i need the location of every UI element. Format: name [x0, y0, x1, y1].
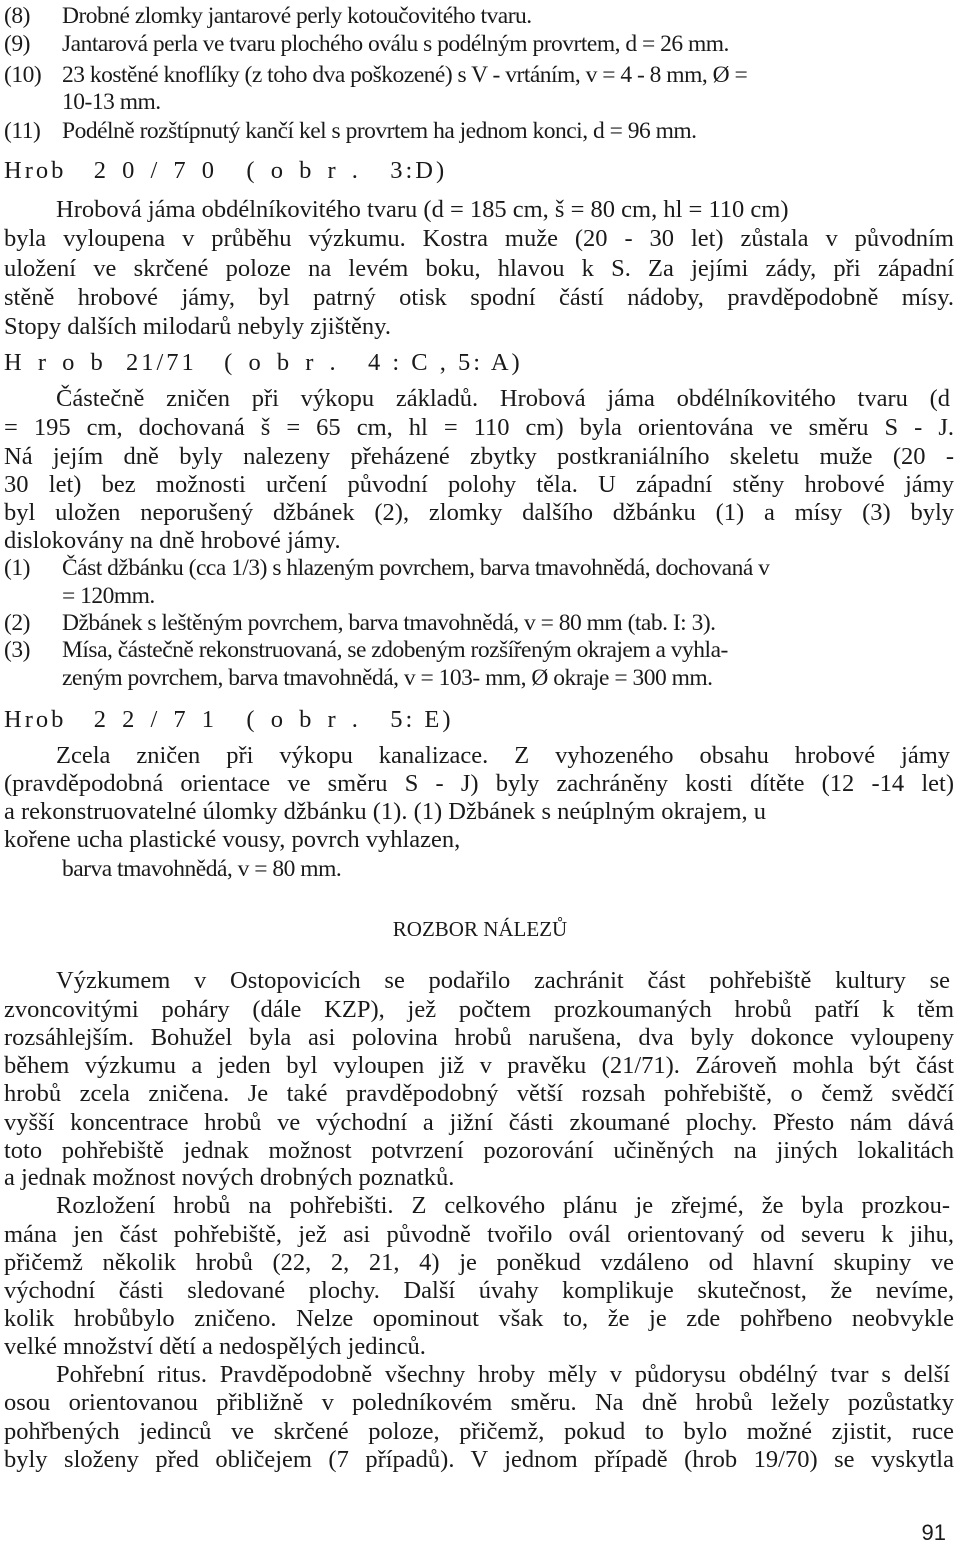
item-text: Část džbánku (cca 1/3) s hlazeným povrchem, barva tmavohnědá, dochovaná v — [62, 555, 770, 581]
paragraph-line: kolik hrobůbylo zničeno. Nelze opominout však to, že je zde pohřbeno neobvykle — [4, 1305, 954, 1332]
paragraph-line: barva tmavohnědá, v = 80 mm. — [62, 856, 342, 882]
paragraph-line: rozsáhlejším. Bohužel byla asi polovina hrobů narušena, dva byly dokonce vyloupeny — [4, 1024, 954, 1051]
paragraph-line: Ná jejím dně byly nalezeny přeházené zbytky postkraniálního skeletu muže (20 - — [4, 443, 954, 470]
heading-number: 2 2 / 7 1 — [93, 706, 220, 733]
list-item — [4, 28, 954, 60]
paragraph-line: pohřbených jedinců ve skrčené poloze, přičemž, pokud to bylo možné zjistit, ruce — [4, 1418, 954, 1445]
heading-ref-value: 3:D) — [390, 157, 448, 184]
paragraph-line: osou orientovanou přibližně v poledníkovém směru. Na dně hrobů ležely pozůstatky — [4, 1389, 954, 1416]
item-text: Podélně rozštípnutý kančí kel s provrtem ha jednom konci, d = 96 mm. — [62, 118, 697, 144]
paragraph-line: Zcela zničen při výkopu kanalizace. Z vyhozeného obsahu hrobové jámy — [56, 742, 950, 769]
paragraph-line: zvoncovitými poháry (dále KZP), jež počtem prozkoumaných hrobů patří k těm — [4, 996, 954, 1023]
heading-word: H r o b — [4, 349, 108, 376]
paragraph-line: a rekonstruovatelné úlomky džbánku (1). (1) Džbánek s neúplným okrajem, u — [4, 798, 767, 825]
heading-number: 21/71 — [125, 349, 197, 376]
paragraph-line: 30 let) bez možnosti určení původní polohy těla. U západní stěny hrobové jámy — [4, 471, 954, 498]
item-text: Džbánek s leštěným povrchem, barva tmavohnědá, v = 80 mm (tab. I: 3). — [62, 610, 716, 636]
paragraph-line: Stopy dalších milodarů nebyly zjištěny. — [4, 313, 391, 340]
list-item — [4, 86, 954, 118]
item-text: = 120mm. — [62, 583, 155, 609]
item-text: 23 kostěné knoflíky (z toho dva poškozené) s V - vrtáním, v = 4 - 8 mm, Ø = — [62, 62, 748, 88]
paragraph-line: Rozložení hrobů na pohřebišti. Z celkového plánu je zřejmé, že byla prozkou- — [56, 1192, 950, 1219]
item-number: (9) — [4, 31, 30, 57]
paragraph-line: východní části sledované plochy. Další úvahy komplikuje skutečnost, že nevíme, — [4, 1277, 954, 1304]
item-number: (10) — [4, 62, 42, 88]
item-text: Drobné zlomky jantarové perly kotoučovitého tvaru. — [62, 3, 532, 29]
heading-word: Hrob — [4, 157, 67, 184]
paragraph-line: přičemž několik hrobů (22, 2, 21, 4) je poněkud vzdáleno od hlavní skupiny ve — [4, 1249, 954, 1276]
heading-ref: ( o b r . — [246, 706, 363, 733]
item-number: (3) — [4, 637, 30, 663]
paragraph-line: kořene ucha plastické vousy, povrch vyhlazen, — [4, 826, 461, 853]
paragraph-line: = 195 cm, dochovaná š = 65 cm, hl = 110 cm) byla orientována ve směru S - J. — [4, 414, 954, 441]
item-text: zeným povrchem, barva tmavohnědá, v = 103- mm, Ø okraje = 300 mm. — [62, 665, 713, 691]
paragraph-line: velké množství dětí a nedospělých jedinců. — [4, 1333, 426, 1360]
heading-ref-value: 4 : C , 5: A) — [368, 349, 523, 376]
paragraph-line: byla vyloupena v průběhu výzkumu. Kostra muže (20 - 30 let) zůstala v původním — [4, 225, 954, 252]
heading-word: Hrob — [4, 706, 67, 733]
paragraph-line: dislokovány na dně hrobové jámy. — [4, 527, 341, 554]
paragraph-line: a jednak možnost nových drobných poznatků. — [4, 1164, 455, 1191]
item-number: (1) — [4, 555, 30, 581]
paragraph-line: byly složeny před obličejem (7 případů). V jednom případě (hrob 19/70) se vyskytla — [4, 1446, 954, 1473]
item-number: (2) — [4, 610, 30, 636]
paragraph-line: Částečně zničen při výkopu základů. Hrobová jáma obdélníkovitého tvaru (d — [56, 385, 950, 412]
paragraph-line: (pravděpodobná orientace ve směru S - J) byly zachráněny kosti dítěte (12 -14 let) — [4, 770, 954, 797]
paragraph-line: mána jen část pohřebiště, jež asi původně tvořilo ovál orientovaný od severu k jihu, — [4, 1221, 954, 1248]
heading-ref: ( o b r . — [224, 349, 341, 376]
page-number: 91 — [921, 1520, 946, 1545]
paragraph-line: hrobů zcela zničena. Je také pravděpodobný větší rozsah pohřebiště, o čemž svědčí — [4, 1080, 954, 1107]
paragraph-line: vyšší koncentrace hrobů ve východní a jižní části zkoumané plochy. Přesto nám dává — [4, 1109, 954, 1136]
item-text: 10-13 mm. — [62, 89, 161, 115]
list-item — [4, 662, 954, 694]
paragraph-line: Výzkumem v Ostopovicích se podařilo zachránit část pohřebiště kultury se — [56, 967, 950, 994]
heading-ref: ( o b r . — [246, 157, 363, 184]
paragraph-line: byl uložen neporušený džbánek (2), zlomky dalšího džbánku (1) a mísy (3) byly — [4, 499, 954, 526]
heading-ref-value: 5: E) — [390, 706, 454, 733]
paragraph-line: během výzkumu a jeden byl vyloupen již v pravěku (21/71). Zároveň mohla být část — [4, 1052, 954, 1079]
paragraph-line: stěně hrobové jámy, byl patrný otisk spodní částí nádoby, pravděpodobně mísy. — [4, 284, 954, 311]
paragraph-line: toto pohřebiště jednak možnost potvrzení pozorování učiněných na jiných lokalitách — [4, 1137, 954, 1164]
list-item — [4, 115, 954, 147]
paragraph-line: Hrobová jáma obdélníkovitého tvaru (d = 185 cm, š = 80 cm, hl = 110 cm) — [56, 196, 789, 223]
grave-heading-20 — [4, 155, 954, 187]
grave-heading-21 — [4, 347, 954, 379]
paragraph-line: uložení ve skrčené poloze na levém boku, hlavou k S. Za jejími zády, při západní — [4, 255, 954, 282]
item-number: (11) — [4, 118, 41, 144]
grave-heading-22 — [4, 704, 954, 736]
section-title: ROZBOR NÁLEZŮ — [392, 917, 568, 941]
heading-number: 2 0 / 7 0 — [93, 157, 220, 184]
item-number: (8) — [4, 3, 30, 29]
item-text: Jantarová perla ve tvaru plochého oválu s podélným provrtem, d = 26 mm. — [62, 31, 729, 57]
paragraph-line: Pohřební ritus. Pravděpodobně všechny hroby měly v půdorysu obdélný tvar s delší — [56, 1361, 950, 1388]
item-text: Mísa, částečně rekonstruovaná, se zdobeným rozšířeným okrajem a vyhla- — [62, 637, 728, 663]
